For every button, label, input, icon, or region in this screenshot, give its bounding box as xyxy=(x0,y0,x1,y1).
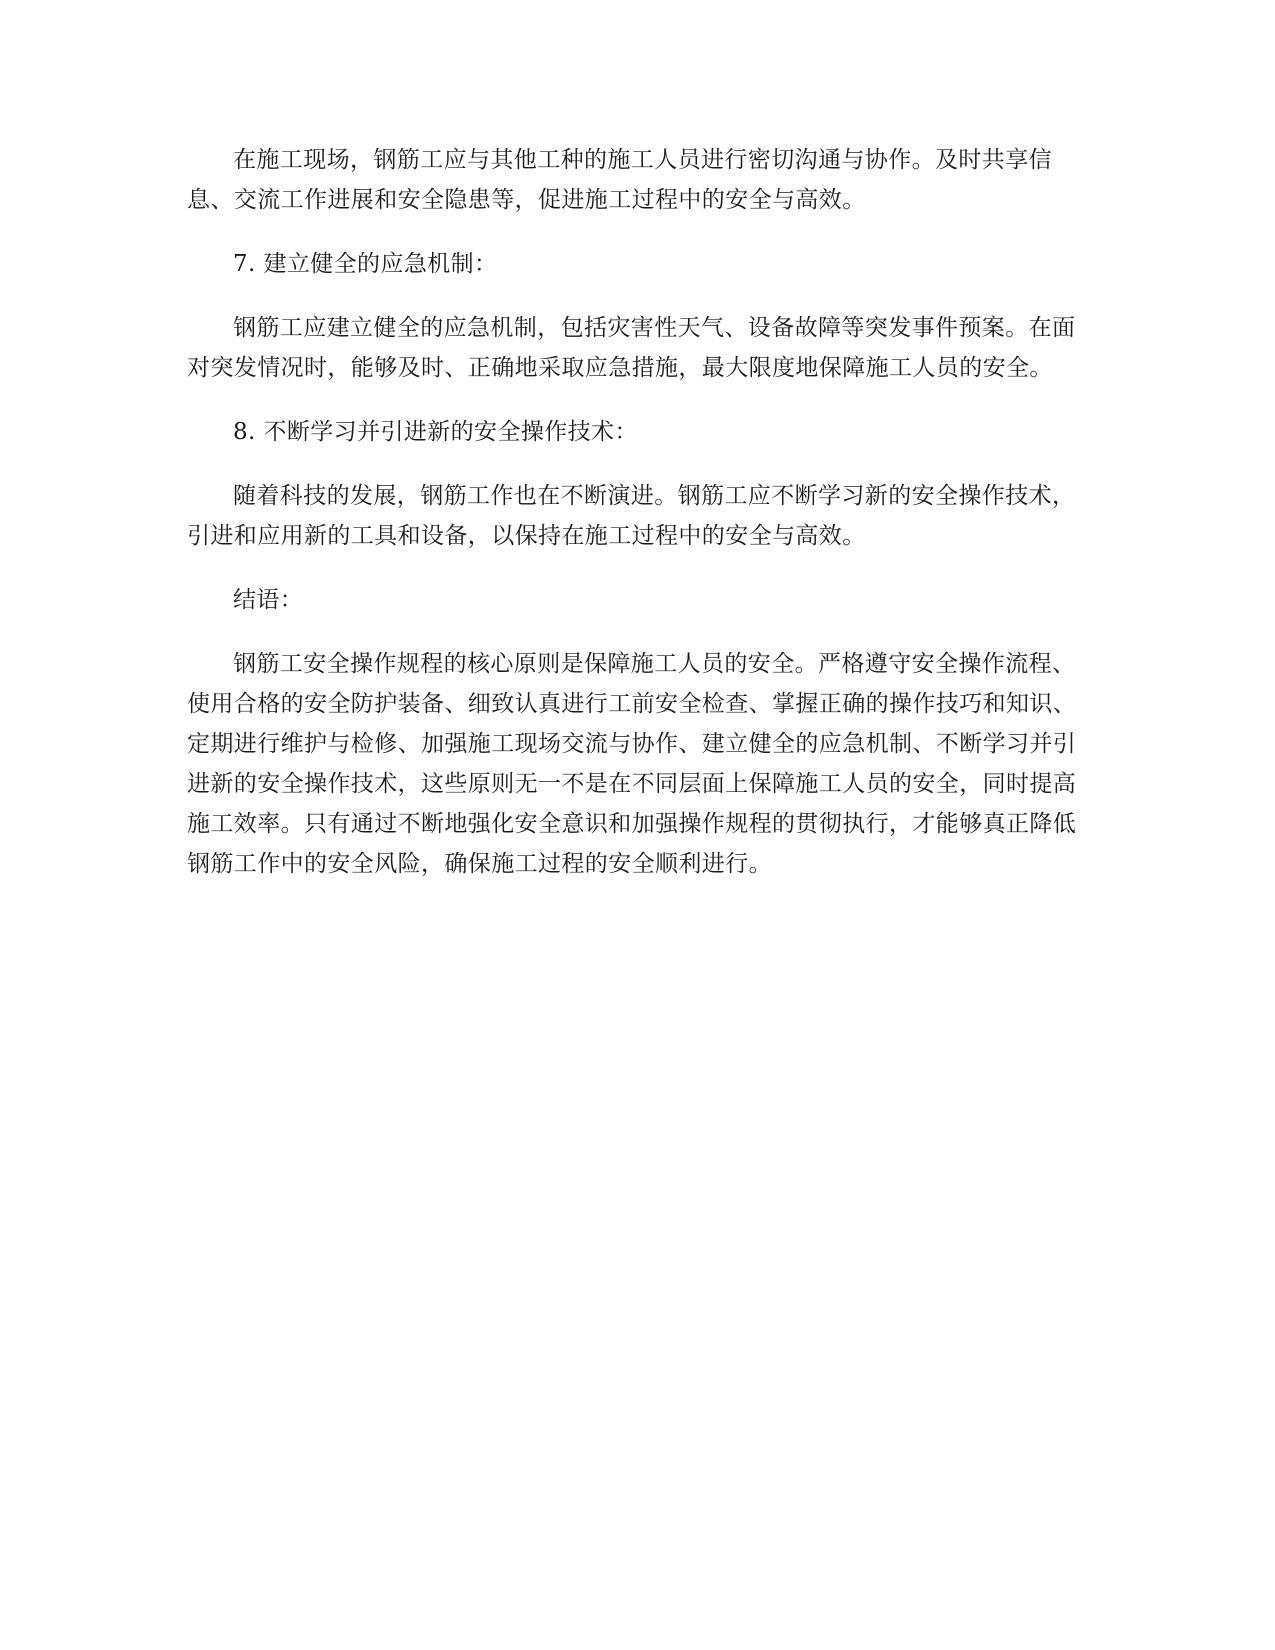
document-page xyxy=(187,140,1087,884)
section-heading-conclusion: 结语： xyxy=(233,587,304,613)
section-heading-emergency-mechanism: 7. 建立健全的应急机制： xyxy=(233,251,498,277)
section-heading-new-techniques: 8. 不断学习并引进新的安全操作技术： xyxy=(233,419,638,445)
paragraph-conclusion: 钢筋工安全操作规程的核心原则是保障施工人员的安全。严格遵守安全操作流程、使用合格的安全防护装备、细致认真进行工前安全检查、掌握正确的操作技巧和知识、定期进行维护与检修、加强施工现场交流与协作、建立健全的应急机制、不断学习并引进新的安全操作技术，这些原则无一不是在不同层面上保障施工人员的安全，同时提高施工效率。只有通过不断地强化安全意识和加强操作规程的贯彻执行，才能够真正降低钢筋工作中的安全风险，确保施工过程的安全顺利进行。 xyxy=(187,651,1077,877)
paragraph-emergency-mechanism: 钢筋工应建立健全的应急机制，包括灾害性天气、设备故障等突发事件预案。在面对突发情况时，能够及时、正确地采取应急措施，最大限度地保障施工人员的安全。 xyxy=(187,315,1076,381)
paragraph-new-techniques: 随着科技的发展，钢筋工作也在不断演进。钢筋工应不断学习新的安全操作技术，引进和应用新的工具和设备，以保持在施工过程中的安全与高效。 xyxy=(187,483,1076,549)
paragraph-site-communication: 在施工现场，钢筋工应与其他工种的施工人员进行密切沟通与协作。及时共享信息、交流工作进展和安全隐患等，促进施工过程中的安全与高效。 xyxy=(187,147,1052,213)
